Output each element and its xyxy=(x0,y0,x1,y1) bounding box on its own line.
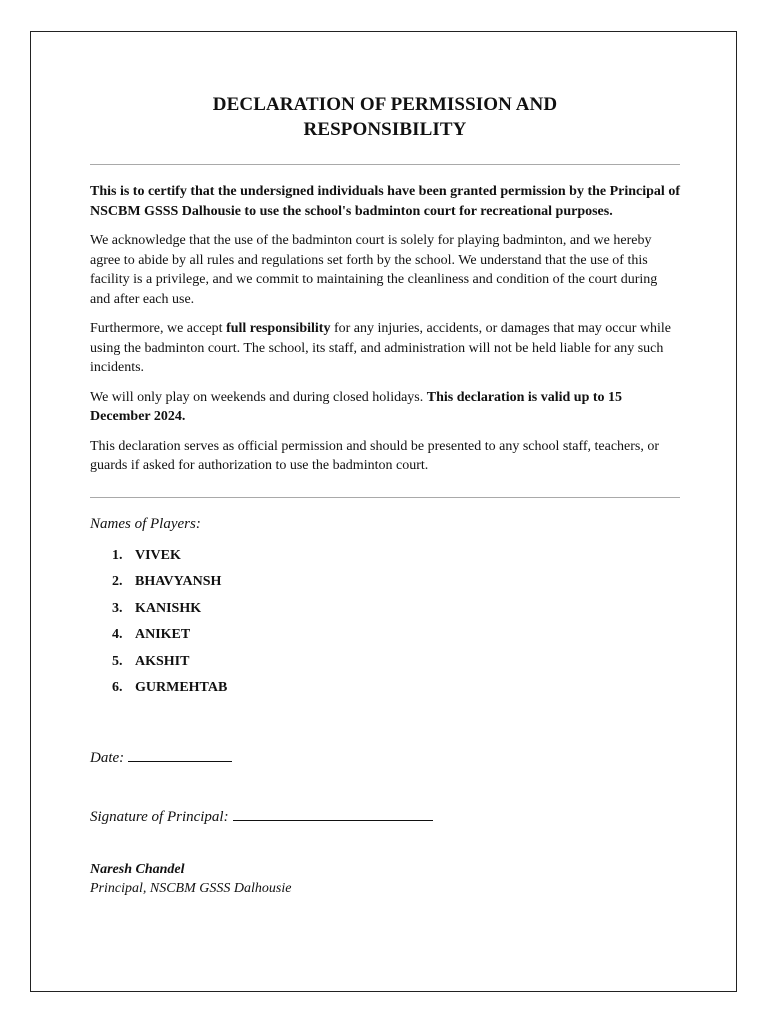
player-number: 3. xyxy=(112,600,123,616)
signature-field xyxy=(90,806,680,827)
document-title xyxy=(90,92,680,142)
validity-text: We will only play on weekends and during closed holidays. xyxy=(90,389,427,405)
acknowledgement-paragraph: We acknowledge that the use of the badminton court is solely for playing badminton, and we hereby agree to abide by all rules and regulations set forth by the school. We understand that the use of this facility is a privilege, and we commit to maintaining the cleanliness and condition of the court during and after each use. xyxy=(90,233,658,307)
signature-blank-line[interactable] xyxy=(233,806,433,821)
list-item xyxy=(112,569,680,596)
responsibility-paragraph xyxy=(90,319,680,378)
list-item xyxy=(112,675,680,702)
date-field xyxy=(90,747,680,768)
title-line-2: RESPONSIBILITY xyxy=(303,119,467,140)
players-list xyxy=(90,543,680,702)
responsibility-text-start: Furthermore, we accept xyxy=(90,321,227,336)
player-name: BHAVYANSH xyxy=(135,574,222,589)
player-number: 4. xyxy=(112,627,123,642)
signer-name: Naresh Chandel xyxy=(90,861,185,877)
title-line-1: DECLARATION OF PERMISSION AND xyxy=(212,94,558,115)
player-name: AKSHIT xyxy=(135,653,190,669)
signer-title: Principal, NSCBM GSSS Dalhousie xyxy=(90,880,292,896)
list-item xyxy=(112,622,680,649)
player-number: 5. xyxy=(112,653,123,669)
responsibility-text-end: for any injuries, accidents, or damages that may occur while using the badminton court. The school, its staff, and administration will not be held liable for any such incidents. xyxy=(90,321,671,375)
responsibility-emphasis: full responsibility xyxy=(226,321,331,336)
player-number: 6. xyxy=(112,680,123,695)
certification-paragraph: This is to certify that the undersigned individuals have been granted permission by the Principal of NSCBM GSSS Dalhousie to use the school's badminton court for recreational purposes. xyxy=(90,184,680,219)
list-item xyxy=(112,649,680,676)
validity-paragraph xyxy=(90,388,680,427)
player-name: GURMEHTAB xyxy=(135,680,228,695)
player-number: 1. xyxy=(112,547,123,563)
document-body xyxy=(90,92,680,898)
player-number: 2. xyxy=(112,574,123,589)
player-name: ANIKET xyxy=(135,627,191,642)
list-item xyxy=(112,596,680,623)
official-permission-paragraph: This declaration serves as official permission and should be presented to any school staff, teachers, or guards if asked for authorization to use the badminton court. xyxy=(90,438,660,473)
player-name: VIVEK xyxy=(135,547,181,563)
player-name: KANISHK xyxy=(135,600,202,616)
list-item xyxy=(112,543,680,570)
validity-emphasis: This declaration is valid up to 15 December 2024. xyxy=(90,389,623,424)
players-heading: Names of Players: xyxy=(90,515,201,532)
top-divider xyxy=(90,164,680,165)
bottom-divider xyxy=(90,497,680,498)
date-label: Date: xyxy=(90,749,125,766)
date-blank-line[interactable] xyxy=(128,747,232,762)
signature-label: Signature of Principal: xyxy=(90,808,229,825)
